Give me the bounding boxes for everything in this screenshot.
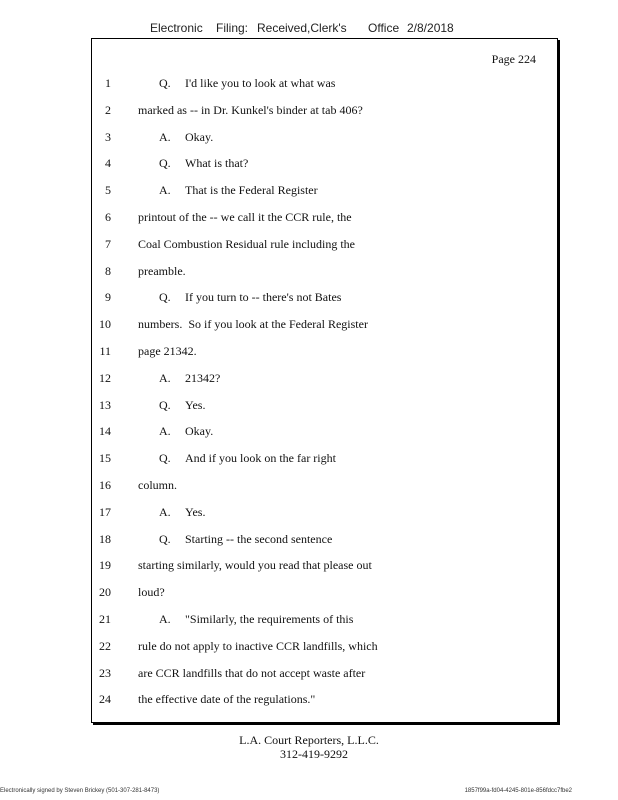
speaker-label: A. bbox=[159, 612, 171, 626]
line-number: 10 bbox=[99, 317, 111, 332]
speaker-label: A. bbox=[159, 370, 171, 385]
line-content bbox=[159, 610, 353, 628]
line-content bbox=[138, 664, 365, 682]
line-content bbox=[159, 449, 336, 467]
filing-date: 2/8/2018 bbox=[407, 21, 454, 35]
transcript-line bbox=[92, 342, 557, 360]
line-number: 17 bbox=[99, 504, 111, 519]
transcript-line bbox=[92, 476, 557, 494]
line-text: And if you look on the far right bbox=[185, 451, 336, 466]
line-text: "Similarly, the requirements of this bbox=[185, 612, 354, 626]
line-text: That is the Federal Register bbox=[185, 183, 318, 198]
reporter-footer bbox=[0, 733, 618, 761]
line-content bbox=[159, 154, 248, 172]
speaker-label: Q. bbox=[159, 397, 171, 412]
line-content bbox=[159, 503, 205, 521]
line-number: 20 bbox=[99, 585, 111, 600]
line-number: 14 bbox=[99, 424, 111, 439]
line-number: 12 bbox=[99, 370, 111, 385]
transcript-line bbox=[92, 396, 557, 414]
line-text: preamble. bbox=[138, 263, 186, 278]
transcript-line bbox=[92, 664, 557, 682]
line-text: Okay. bbox=[185, 424, 214, 439]
line-number: 8 bbox=[105, 263, 111, 278]
line-content bbox=[138, 342, 197, 360]
transcript-line bbox=[92, 637, 557, 655]
line-text: rule do not apply to inactive CCR landfills, which bbox=[138, 638, 378, 653]
line-text: Okay. bbox=[185, 129, 214, 144]
line-number: 2 bbox=[105, 102, 111, 117]
line-content bbox=[159, 530, 332, 548]
speaker-label: A. bbox=[159, 504, 171, 519]
line-content bbox=[138, 315, 368, 333]
line-content bbox=[138, 235, 355, 253]
transcript-line bbox=[92, 503, 557, 521]
speaker-label: Q. bbox=[159, 76, 171, 90]
line-number: 18 bbox=[99, 531, 111, 546]
transcript-line bbox=[92, 128, 557, 146]
line-number: 15 bbox=[99, 451, 111, 466]
line-text: starting similarly, would you read that please out bbox=[138, 558, 372, 573]
speaker-label: Q. bbox=[159, 531, 171, 546]
line-content bbox=[159, 422, 213, 440]
reporter-phone: 312-419-9292 bbox=[280, 747, 348, 761]
line-content bbox=[159, 288, 341, 306]
line-text: Coal Combustion Residual rule including the bbox=[138, 236, 355, 251]
line-content bbox=[138, 476, 177, 494]
transcript-page bbox=[91, 38, 558, 723]
line-number: 21 bbox=[99, 612, 111, 626]
line-text: numbers. So if you look at the Federal Register bbox=[138, 317, 368, 332]
transcript-line bbox=[92, 422, 557, 440]
line-text: page 21342. bbox=[138, 344, 197, 358]
line-text: marked as -- in Dr. Kunkel's binder at tab 406? bbox=[138, 102, 363, 117]
line-number: 23 bbox=[99, 665, 111, 680]
line-content bbox=[159, 396, 205, 414]
transcript-line bbox=[92, 262, 557, 280]
line-content bbox=[138, 101, 363, 119]
line-number: 6 bbox=[105, 210, 111, 224]
line-text: 21342? bbox=[185, 370, 221, 385]
line-content bbox=[138, 637, 378, 655]
speaker-label: Q. bbox=[159, 451, 171, 466]
line-text: Yes. bbox=[185, 504, 206, 519]
line-number: 16 bbox=[99, 478, 111, 492]
line-content bbox=[159, 74, 335, 92]
line-text: Yes. bbox=[185, 397, 206, 412]
line-number: 1 bbox=[105, 76, 111, 90]
line-text: What is that? bbox=[185, 156, 249, 171]
line-text: column. bbox=[138, 478, 177, 492]
line-text: Starting -- the second sentence bbox=[185, 531, 333, 546]
transcript-line bbox=[92, 556, 557, 574]
line-number: 19 bbox=[99, 558, 111, 573]
line-number: 9 bbox=[105, 290, 111, 305]
line-text: I'd like you to look at what was bbox=[185, 76, 336, 90]
line-content bbox=[159, 128, 213, 146]
line-number: 11 bbox=[99, 344, 111, 358]
speaker-label: Q. bbox=[159, 290, 171, 305]
line-content bbox=[138, 208, 352, 226]
line-number: 24 bbox=[99, 692, 111, 707]
line-content bbox=[138, 262, 186, 280]
transcript-line bbox=[92, 369, 557, 387]
filing-stamp bbox=[150, 21, 480, 37]
line-number: 4 bbox=[105, 156, 111, 171]
speaker-label: A. bbox=[159, 183, 171, 198]
line-number: 5 bbox=[105, 183, 111, 198]
transcript-line bbox=[92, 74, 557, 92]
transcript-line bbox=[92, 101, 557, 119]
line-text: the effective date of the regulations." bbox=[138, 692, 316, 707]
reporter-company: L.A. Court Reporters, L.L.C. bbox=[239, 733, 379, 747]
line-text: are CCR landfills that do not accept waste after bbox=[138, 665, 366, 680]
speaker-label: Q. bbox=[159, 156, 171, 171]
line-content bbox=[159, 369, 220, 387]
filing-word-filing: Filing: bbox=[216, 21, 249, 35]
filing-word-office: Office bbox=[368, 21, 400, 35]
transcript-line bbox=[92, 610, 557, 628]
line-text: If you turn to -- there's not Bates bbox=[185, 290, 342, 305]
transcript-line bbox=[92, 288, 557, 306]
line-text: loud? bbox=[138, 585, 165, 600]
transcript-line bbox=[92, 235, 557, 253]
line-number: 7 bbox=[105, 236, 111, 251]
transcript-line bbox=[92, 449, 557, 467]
transcript-line bbox=[92, 530, 557, 548]
line-content bbox=[138, 583, 165, 601]
speaker-label: A. bbox=[159, 129, 171, 144]
document-id: 1857f99a-fd04-4245-801e-856fdcc7fbe2 bbox=[464, 788, 572, 794]
e-signature: Electronically signed by Steven Brickey (501-307-281-8473) bbox=[0, 788, 160, 794]
line-content bbox=[138, 690, 315, 708]
line-number: 3 bbox=[105, 129, 111, 144]
page-number: Page 224 bbox=[491, 52, 536, 66]
transcript-line bbox=[92, 690, 557, 708]
transcript-line bbox=[92, 583, 557, 601]
transcript-line bbox=[92, 154, 557, 172]
filing-word-electronic: Electronic bbox=[150, 21, 203, 35]
transcript-line bbox=[92, 315, 557, 333]
transcript-line bbox=[92, 208, 557, 226]
filing-word-received: Received,Clerk's bbox=[257, 21, 347, 35]
line-number: 22 bbox=[99, 638, 111, 653]
line-content bbox=[138, 556, 372, 574]
transcript-line bbox=[92, 181, 557, 199]
line-content bbox=[159, 181, 318, 199]
speaker-label: A. bbox=[159, 424, 171, 439]
line-number: 13 bbox=[99, 397, 111, 412]
line-text: printout of the -- we call it the CCR rule, the bbox=[138, 210, 352, 224]
